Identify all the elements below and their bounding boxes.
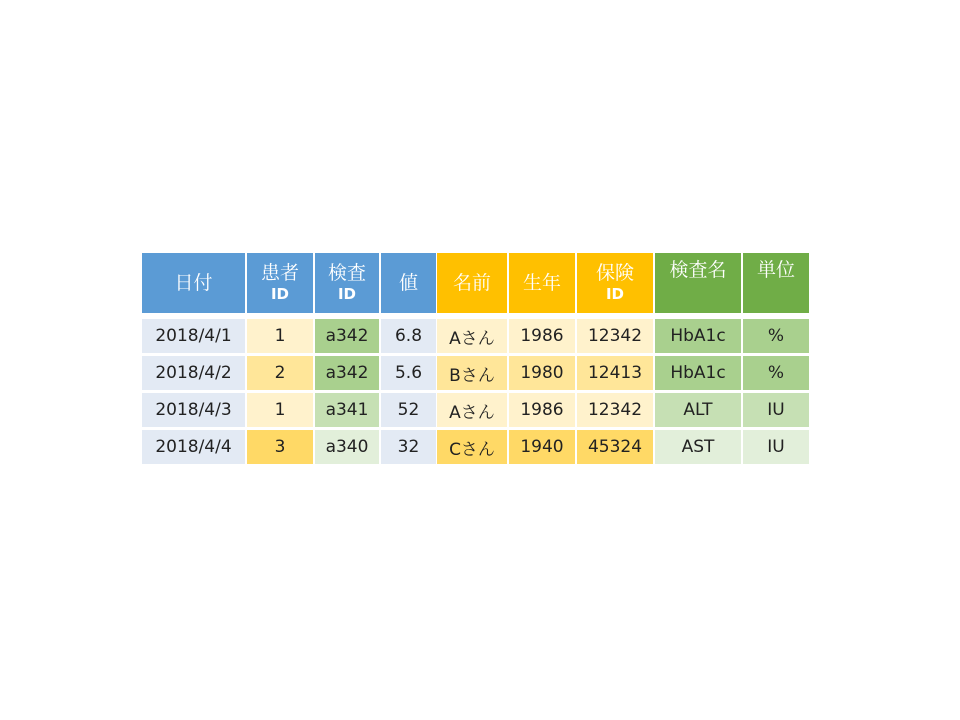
header-birth-year-label: 生年 [522,272,561,294]
patient-id-cell: 3 [247,430,313,464]
test-name-cell: HbA1c [655,319,741,353]
header-patient-id-label: 患者 [260,262,299,284]
name-cell: Bさん [437,356,507,390]
table-row [437,356,653,390]
value-cell: 5.6 [381,356,436,390]
test-id-cell: a342 [315,356,379,390]
header-unit-label: 単位 [756,259,795,281]
table-row [142,356,436,390]
patient-id-cell: 1 [247,393,313,427]
header-birth-year [509,253,575,313]
table-row [437,319,653,353]
unit-cell: IU [743,393,809,427]
table-row [142,430,436,464]
header-date-label: 日付 [174,272,213,294]
unit-cell: IU [743,430,809,464]
insurance-id-cell: 12342 [577,319,653,353]
patients-header-row [437,253,653,313]
date-cell: 2018/4/2 [142,356,245,390]
test-name-cell: AST [655,430,741,464]
table-row [142,393,436,427]
header-value-label: 値 [398,272,418,294]
header-test-id-label: 検査 [327,262,366,284]
results-table [142,253,436,464]
test-id-cell: a342 [315,319,379,353]
header-value [381,253,436,313]
header-name [437,253,507,313]
tests-header-row [655,253,809,313]
birth-year-cell: 1986 [509,319,575,353]
patient-id-cell: 2 [247,356,313,390]
table-row [655,319,809,353]
name-cell: Aさん [437,319,507,353]
header-test-name [655,253,741,313]
unit-cell: % [743,319,809,353]
tests-table [655,253,809,464]
header-patient-id-sub: ID [270,285,290,303]
header-insurance-id [577,253,653,313]
table-row [655,393,809,427]
birth-year-cell: 1980 [509,356,575,390]
results-header-row [142,253,436,313]
unit-cell: % [743,356,809,390]
insurance-id-cell: 12413 [577,356,653,390]
patient-id-cell: 1 [247,319,313,353]
header-date [142,253,245,313]
date-cell: 2018/4/3 [142,393,245,427]
name-cell: Cさん [437,430,507,464]
table-row [655,356,809,390]
value-cell: 32 [381,430,436,464]
date-cell: 2018/4/1 [142,319,245,353]
header-name-label: 名前 [452,272,491,294]
test-id-cell: a340 [315,430,379,464]
test-id-cell: a341 [315,393,379,427]
header-patient-id [247,253,313,313]
header-insurance-id-sub: ID [605,285,625,303]
header-test-id-sub: ID [337,285,357,303]
patients-table [437,253,653,464]
insurance-id-cell: 45324 [577,430,653,464]
header-insurance-id-label: 保険 [595,262,634,284]
value-cell: 52 [381,393,436,427]
header-test-id [315,253,379,313]
insurance-id-cell: 12342 [577,393,653,427]
value-cell: 6.8 [381,319,436,353]
date-cell: 2018/4/4 [142,430,245,464]
table-row [655,430,809,464]
table-row [142,319,436,353]
table-row [437,430,653,464]
birth-year-cell: 1986 [509,393,575,427]
header-unit [743,253,809,313]
test-name-cell: HbA1c [655,356,741,390]
header-test-name-label: 検査名 [669,259,727,281]
name-cell: Aさん [437,393,507,427]
test-name-cell: ALT [655,393,741,427]
birth-year-cell: 1940 [509,430,575,464]
table-row [437,393,653,427]
